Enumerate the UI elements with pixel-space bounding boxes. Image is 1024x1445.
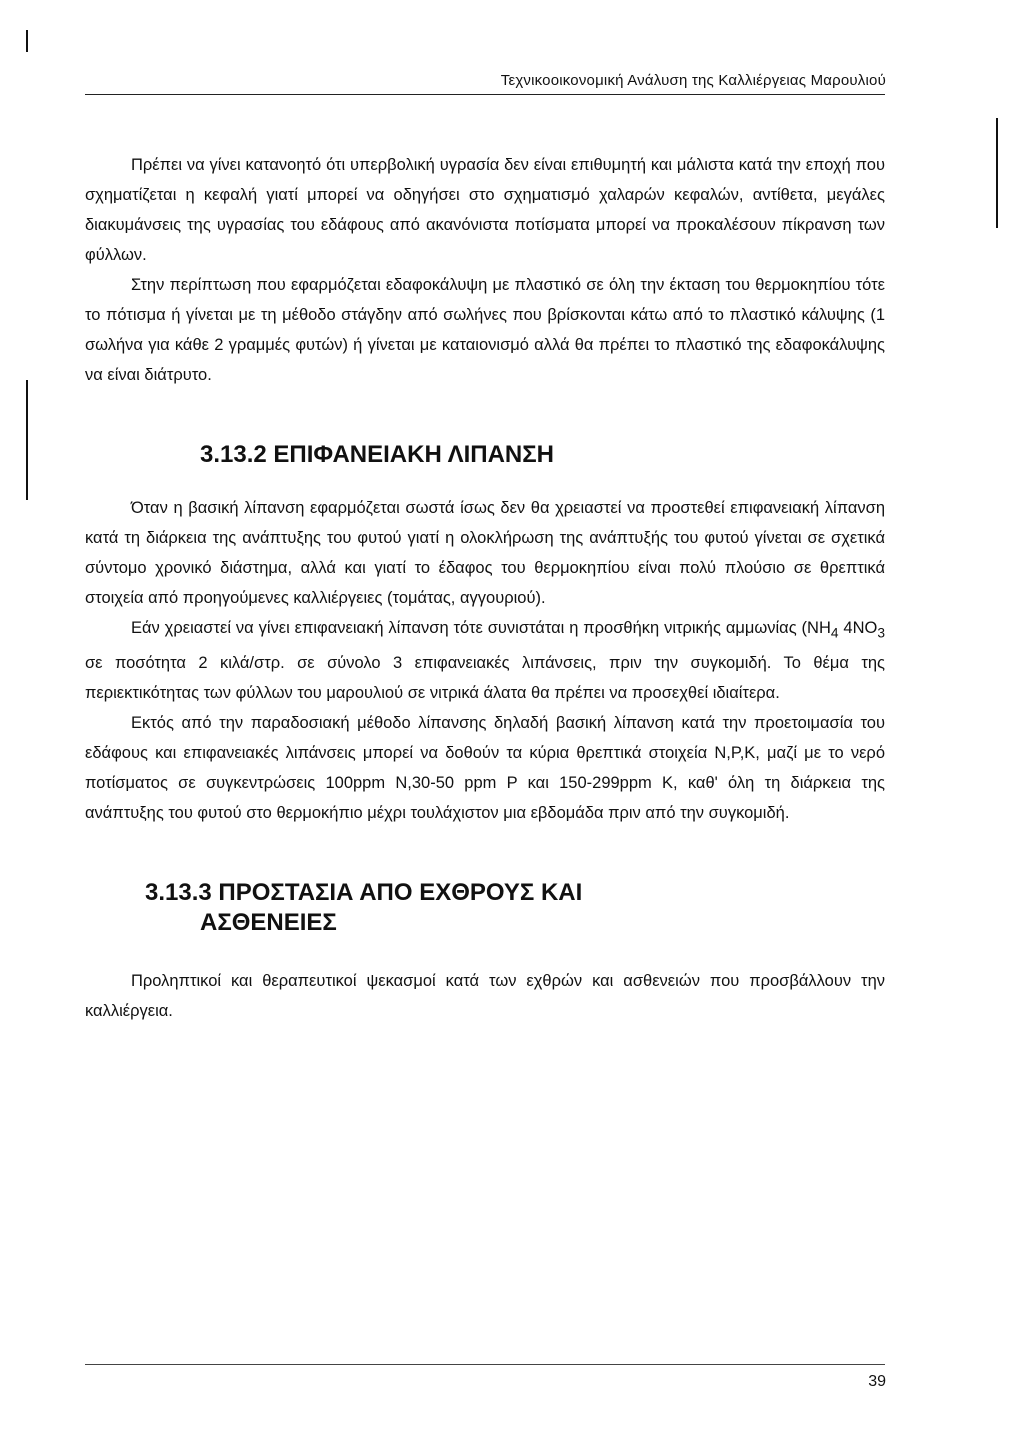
section-title: ΕΠΙΦΑΝΕΙΑΚΗ ΛΙΠΑΝΣΗ [273,441,554,468]
scan-edge-mark-top-left [26,30,28,52]
section-heading-3-13-3 [145,878,885,938]
page-number: 39 [868,1373,886,1390]
footer-rule [85,1364,885,1365]
p4-subscript-2: 3 [877,625,885,641]
section-title-line2: ΑΣΘΕΝΕΙΕΣ [200,909,337,937]
p4-subscript-1: 4 [830,625,839,641]
section-number: 3.13.3 [145,879,212,907]
header-rule [85,94,885,95]
scan-edge-mark-right [996,118,998,228]
section-heading-3-13-2 [200,440,885,470]
paragraph-humidity: Πρέπει να γίνει κατανοητό ότι υπερβολική υγρασία δεν είναι επιθυμητή και μάλιστα κατά την εποχή που σχηματίζεται η κεφαλή γιατί μπορεί να οδηγήσει στο σχηματισμό χαλαρών κεφαλών, αντίθετα, μεγάλες διακυμάνσεις της υγρασίας του εδάφους από ακανόνιστα ποτίσματα μπορεί να προκαλέσουν πίκρανση των φύλλων. [85,156,885,264]
section-number: 3.13.2 [200,441,267,468]
section-title-line1: ΠΡΟΣΤΑΣΙΑ ΑΠΟ ΕΧΘΡΟΥΣ ΚΑΙ [218,879,583,907]
paragraph-mulching: Στην περίπτωση που εφαρμόζεται εδαφοκάλυψη με πλαστικό σε όλη την έκταση του θερμοκηπίου τότε το πότισμα ή γίνεται με τη μέθοδο στάγδην από σωλήνες που βρίσκονται κάτω από το πλαστικό κάλυψης (1 σωλήνα για κάθε 2 γραμμές φυτών) ή γίνεται με καταιονισμό αλλά θα πρέπει το πλαστικό της εδαφοκάλυψης να είναι διάτρυτο. [85,276,885,384]
page-content [85,150,885,1026]
paragraph-surface-fertilization [85,613,885,708]
scan-edge-mark-left [26,380,28,500]
running-header: Τεχνικοοικονομική Ανάλυση της Καλλιέργειας Μαρουλιού [500,72,886,89]
p4-text-before: Εάν χρειαστεί να γίνει επιφανειακή λίπανση τότε συνιστάται η προσθήκη νιτρικής αμμωνίας (NH [131,619,831,637]
paragraph-basic-fertilization: Όταν η βασική λίπανση εφαρμόζεται σωστά ίσως δεν θα χρειαστεί να προστεθεί επιφανειακή λίπανση κατά τη διάρκεια της ανάπτυξης του φυτού γιατί η ολοκλήρωση της ανάπτυξής του φυτού γίνεται σε σχετικά σύντομο χρονικό διάστημα, αλλά και γιατί το έδαφος του θερμοκηπίου είναι πολύ πλούσιο σε θρεπτικά στοιχεία από προηγούμενες καλλιέργειες (τομάτας, αγγουριού). [85,499,885,607]
paragraph-spraying: Προληπτικοί και θεραπευτικοί ψεκασμοί κατά των εχθρών και ασθενειών που προσβάλλουν την καλλιέργεια. [85,972,885,1021]
p4-text-middle: 4NO [838,619,878,637]
paragraph-fertigation: Εκτός από την παραδοσιακή μέθοδο λίπανσης δηλαδή βασική λίπανση κατά την προετοιμασία του εδάφους και επιφανειακές λιπάνσεις μπορεί να δοθούν τα κύρια θρεπτικά στοιχεία N,P,K, μαζί με το νερό ποτίσματος σε συγκεντρώσεις 100ppm N,30-50 ppm P και 150-299ppm K, καθ' όλη τη διάρκεια της ανάπτυξης του φυτού στο θερμοκήπιο μέχρι τουλάχιστον μια εβδομάδα πριν από την συγκομιδή. [85,714,885,823]
p4-text-after: σε ποσότητα 2 κιλά/στρ. σε σύνολο 3 επιφανειακές λιπάνσεις, πριν την συγκομιδή. Το θέμα της περιεκτικότητας των φύλλων του μαρουλιού σε νιτρικά άλατα θα πρέπει να προσεχθεί ιδιαίτερα. [85,654,885,703]
